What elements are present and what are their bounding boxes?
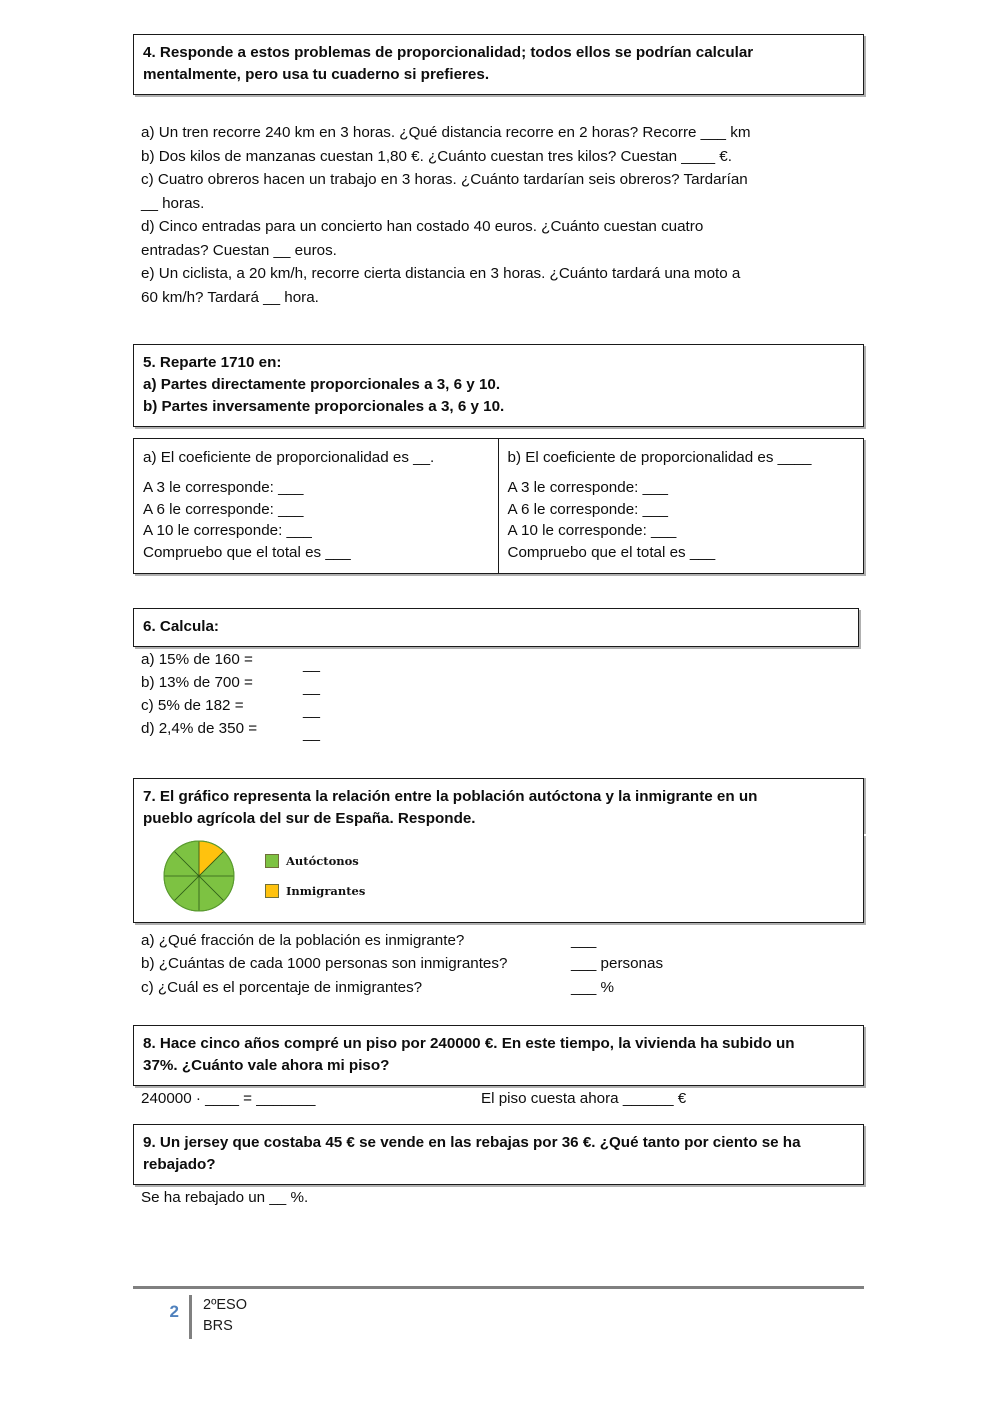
q6-answer-a: __: [303, 655, 320, 673]
spacer-after-q5-header: [133, 427, 864, 438]
q9-answer: Se ha rebajado un __ %.: [141, 1189, 309, 1207]
page-footer: [133, 1286, 864, 1339]
q8-calculation: 240000 · ____ = _______: [141, 1090, 316, 1108]
q5b-coefficient-line: b) El coeficiente de proporcionalidad es ____: [507, 448, 812, 466]
question-7-row-a: [141, 929, 864, 953]
pie-chart: [159, 838, 239, 914]
q7-answer-b: ___ personas: [571, 955, 664, 973]
q5b-total-check: Compruebo que el total es ___: [507, 543, 716, 561]
q6-answer-c: __: [303, 701, 320, 719]
legend-swatch-green-icon: [265, 854, 279, 868]
question-6-rows: [133, 647, 864, 744]
q6-expr-b: b) 13% de 700 =: [141, 673, 253, 691]
q5b-row-6: A 6 le corresponde: ___: [507, 500, 668, 518]
q6-expr-a: a) 15% de 160 =: [141, 650, 253, 668]
spacer-before-q5: [133, 310, 864, 344]
page-number: 2: [169, 1302, 179, 1321]
question-5-column-a: [134, 439, 499, 573]
spacer-before-q7: [133, 744, 864, 778]
q7-question-b: b) ¿Cuántas de cada 1000 personas son inmigrantes?: [141, 955, 508, 973]
legend-item-autoctonos: [265, 846, 365, 876]
question-5-header-line-2: a) Partes directamente proporcionales a 3, 6 y 10.: [143, 375, 501, 393]
question-4-item-e-cont: 60 km/h? Tardará __ hora.: [141, 289, 319, 306]
spacer-after-q4-header: [133, 95, 864, 121]
question-6-row: [141, 721, 864, 744]
question-6-row: [141, 675, 864, 698]
q6-expr-d: d) 2,4% de 350 =: [141, 719, 258, 737]
spacer-before-q9: [133, 1107, 864, 1124]
q5b-row-3: A 3 le corresponde: ___: [507, 479, 668, 497]
question-4-item-c-cont: __ horas.: [141, 194, 205, 212]
legend-swatch-yellow-icon: [265, 884, 279, 898]
spacer-before-q6: [133, 574, 864, 608]
question-9-answer-strip: [133, 1185, 864, 1206]
spacer-before-q8: [133, 999, 864, 1025]
pie-chart-area: [143, 834, 854, 914]
question-7-header: [133, 778, 864, 834]
footer-body: [133, 1289, 864, 1339]
q7-question-c: c) ¿Cuál es el porcentaje de inmigrantes?: [141, 978, 423, 996]
question-4-item-d: d) Cinco entradas para un concierto han costado 40 euros. ¿Cuánto cuestan cuatro: [141, 218, 704, 236]
pie-chart-svg: [159, 838, 239, 914]
question-6-header: [133, 608, 859, 647]
question-7-row-b: [141, 952, 864, 976]
q5a-row-10: A 10 le corresponde: ___: [143, 522, 312, 540]
q5a-row-6: A 6 le corresponde: ___: [143, 500, 304, 518]
question-4-header-line-2: mentalmente, pero usa tu cuaderno si prefieres.: [143, 66, 490, 84]
footer-course-info: [192, 1295, 247, 1337]
question-6-header-text: 6. Calcula:: [143, 617, 219, 635]
question-9-header-line-1: 9. Un jersey que costaba 45 € se vende en las rebajas por 36 €. ¿Qué tanto por ciento se ha: [143, 1134, 801, 1152]
q6-answer-d: __: [303, 724, 320, 742]
question-5-header: [133, 344, 864, 427]
question-7-header-line-1: 7. El gráfico representa la relación entre la población autóctona y la inmigrante en un: [143, 787, 758, 805]
top-spacer: [133, 0, 864, 34]
question-8-header-line-2: 37%. ¿Cuánto vale ahora mi piso?: [143, 1057, 390, 1075]
question-8-header-line-1: 8. Hace cinco años compré un piso por 240000 €. En este tiempo, la vivienda ha subido un: [143, 1035, 795, 1053]
q6-answer-b: __: [303, 678, 320, 696]
question-4-items: [133, 121, 864, 310]
q5a-row-3: A 3 le corresponde: ___: [143, 479, 304, 497]
q7-answer-a: ___: [571, 931, 597, 949]
pie-chart-legend: [265, 846, 365, 906]
question-4-item-e: e) Un ciclista, a 20 km/h, recorre cierta distancia en 3 horas. ¿Cuánto tardará una moto a: [141, 265, 741, 283]
question-5-header-line-3: b) Partes inversamente proporcionales a 3, 6 y 10.: [143, 397, 505, 415]
legend-label-inmigrantes: Inmigrantes: [286, 883, 366, 898]
question-5-column-b: [499, 439, 864, 573]
page-content: [133, 0, 864, 1206]
legend-item-inmigrantes: [265, 876, 365, 906]
question-4-item-b: b) Dos kilos de manzanas cuestan 1,80 €. ¿Cuánto cuestan tres kilos? Cuestan ____ €.: [141, 147, 732, 165]
q7-answer-c: ___ %: [571, 978, 615, 996]
q5a-total-check: Compruebo que el total es ___: [143, 543, 351, 561]
question-6-row: [141, 652, 864, 675]
question-6-row: [141, 698, 864, 721]
question-9-header-line-2: rebajado?: [143, 1156, 216, 1174]
q6-expr-c: c) 5% de 182 =: [141, 696, 244, 714]
q5a-coefficient-line: a) El coeficiente de proporcionalidad es __.: [143, 448, 435, 466]
q8-result: El piso cuesta ahora ______ €: [481, 1090, 687, 1108]
question-7-header-line-2: pueblo agrícola del sur de España. Responde.: [143, 809, 476, 827]
question-8-answer-strip: [133, 1086, 864, 1107]
question-4-item-c: c) Cuatro obreros hacen un trabajo en 3 horas. ¿Cuánto tardarían seis obreros? Tardarían: [141, 171, 748, 189]
legend-label-autoctonos: Autóctonos: [286, 853, 359, 868]
question-7-questions: [133, 929, 864, 1000]
question-4-header: [133, 34, 864, 95]
q5b-row-10: A 10 le corresponde: ___: [507, 522, 677, 540]
footer-course-level: 2ºESO: [203, 1297, 247, 1313]
question-4-item-a: a) Un tren recorre 240 km en 3 horas. ¿Qué distancia recorre en 2 horas? Recorre ___ km: [141, 124, 751, 142]
q7-question-a: a) ¿Qué fracción de la población es inmigrante?: [141, 931, 465, 949]
question-4-header-line-1: 4. Responde a estos problemas de proporcionalidad; todos ellos se podrían calcular: [143, 44, 754, 61]
question-5-header-line-1: 5. Reparte 1710 en:: [143, 353, 282, 371]
question-8-header: [133, 1025, 864, 1086]
footer-course-code: BRS: [203, 1318, 233, 1335]
question-7-chart-container: [133, 834, 864, 923]
question-5-answer-table: [133, 438, 864, 574]
question-9-header: [133, 1124, 864, 1185]
question-4-item-d-cont: entradas? Cuestan __ euros.: [141, 241, 337, 259]
question-7-row-c: [141, 976, 864, 1000]
